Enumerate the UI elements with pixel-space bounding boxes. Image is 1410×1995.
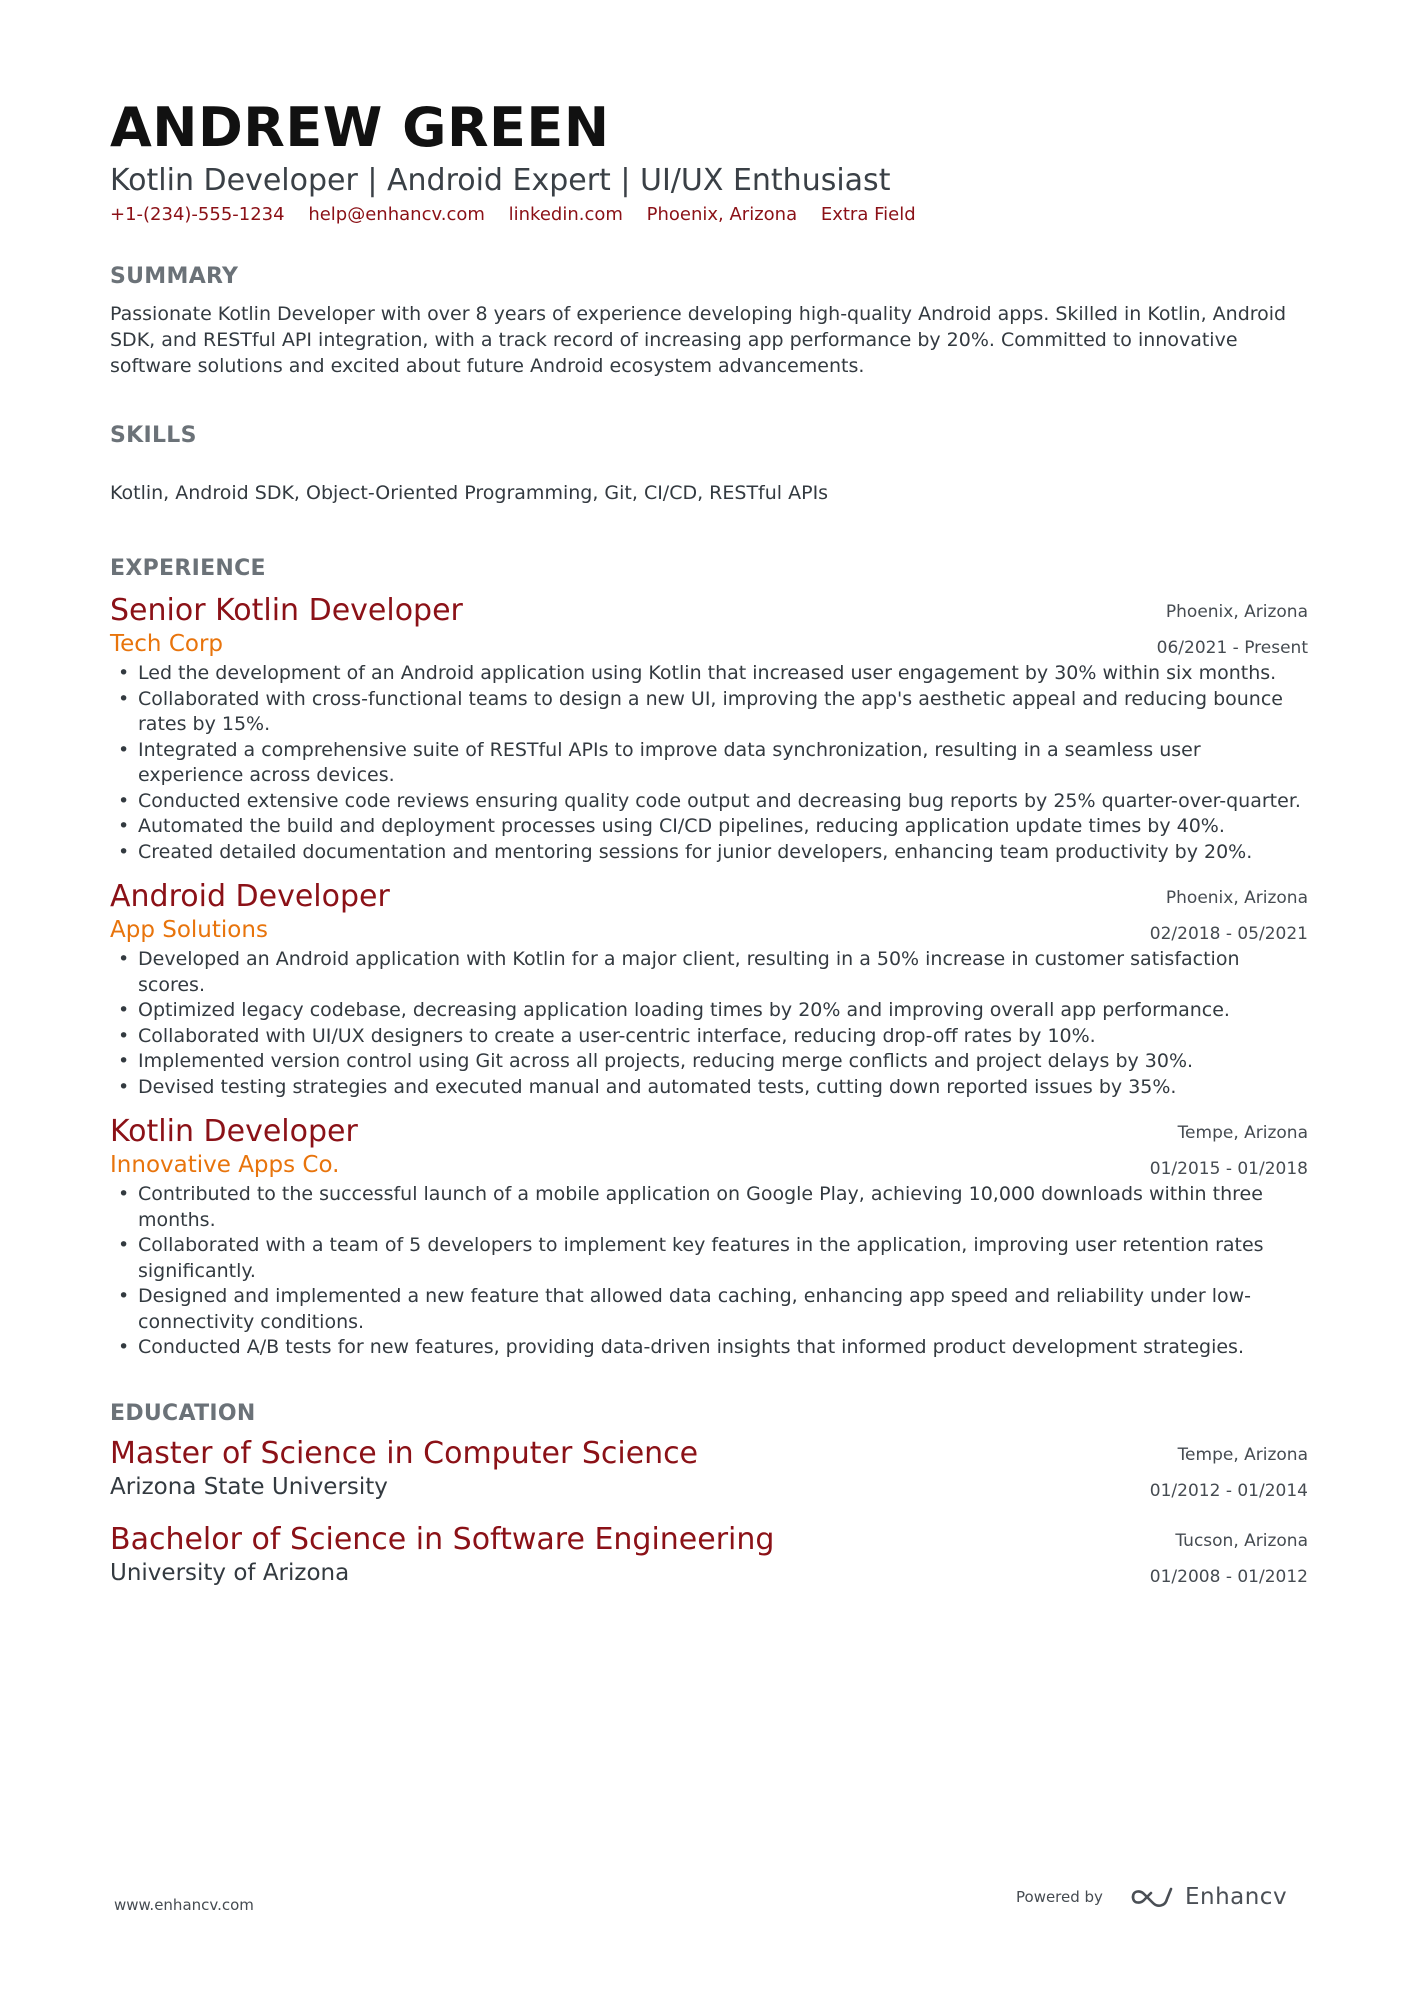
job-meta <box>1150 879 1308 945</box>
skills-text: Kotlin, Android SDK, Object-Oriented Programming, Git, CI/CD, RESTful APIs <box>110 482 829 504</box>
degree-title: Bachelor of Science in Software Engineering <box>110 1521 775 1557</box>
bullet-item: • Collaborated with cross-functional teams to design a new UI, improving the app's aesthetic appeal and reducing bounce rates by 15%. <box>110 687 1308 738</box>
bullet-item: • Optimized legacy codebase, decreasing application loading times by 20% and improving overall app performance. <box>110 998 1308 1024</box>
education-dates: 01/2008 - 01/2012 <box>1149 1566 1308 1587</box>
job-bullets <box>110 947 1308 1100</box>
education-heading: EDUCATION <box>110 1400 256 1426</box>
contact-email[interactable]: help@enhancv.com <box>308 204 485 225</box>
bullet-item: • Conducted extensive code reviews ensuring quality code output and decreasing bug reports by 25% quarter-over-quarter. <box>110 789 1308 815</box>
education-meta <box>1150 1522 1308 1588</box>
job-meta <box>1150 1114 1308 1180</box>
experience-entry <box>110 593 1308 865</box>
job-title: Kotlin Developer <box>110 1114 358 1149</box>
job-dates: 01/2015 - 01/2018 <box>1149 1159 1308 1179</box>
education-location: Tempe, Arizona <box>1177 1444 1308 1465</box>
skills-heading: SKILLS <box>110 423 197 448</box>
bullet-item: • Devised testing strategies and executed manual and automated tests, cutting down reported issues by 35%. <box>110 1075 1308 1101</box>
footer-website[interactable]: www.enhancv.com <box>114 1896 254 1914</box>
job-location: Phoenix, Arizona <box>1165 602 1308 622</box>
summary-heading: SUMMARY <box>110 264 239 289</box>
contact-linkedin[interactable]: linkedin.com <box>508 204 623 225</box>
job-bullets <box>110 661 1308 865</box>
enhancv-brand-name[interactable]: Enhancv <box>1184 1884 1288 1910</box>
school-name: University of Arizona <box>110 1559 350 1586</box>
education-dates: 01/2012 - 01/2014 <box>1149 1480 1308 1501</box>
company-name: Innovative Apps Co. <box>110 1152 340 1178</box>
company-name: App Solutions <box>110 917 268 943</box>
degree-title: Master of Science in Computer Science <box>110 1435 699 1471</box>
experience-section <box>110 556 1308 1361</box>
enhancv-logo-icon <box>1129 1885 1175 1909</box>
job-bullets <box>110 1182 1308 1361</box>
company-name: Tech Corp <box>110 631 224 657</box>
job-title: Android Developer <box>110 879 390 914</box>
education-meta <box>1150 1436 1308 1502</box>
job-dates: 02/2018 - 05/2021 <box>1149 924 1308 944</box>
experience-entry <box>110 1114 1308 1361</box>
job-location: Phoenix, Arizona <box>1165 888 1308 908</box>
contact-line <box>110 202 1308 228</box>
job-meta <box>1157 593 1308 659</box>
candidate-headline: Kotlin Developer | Android Expert | UI/UX Enthusiast <box>110 163 891 198</box>
footer-branding <box>1016 1884 1287 1910</box>
summary-section <box>110 264 1308 379</box>
education-entry <box>110 1436 1308 1502</box>
job-title: Senior Kotlin Developer <box>110 593 463 628</box>
education-section <box>110 1401 1308 1588</box>
job-location: Tempe, Arizona <box>1177 1123 1308 1143</box>
powered-by-label: Powered by <box>1016 1888 1103 1906</box>
bullet-item: • Collaborated with UI/UX designers to create a user-centric interface, reducing drop-off rates by 10%. <box>110 1024 1308 1050</box>
job-dates: 06/2021 - Present <box>1156 638 1308 658</box>
bullet-item: • Designed and implemented a new feature that allowed data caching, enhancing app speed and reliability under low-connectivity conditions. <box>110 1284 1308 1335</box>
education-entry <box>110 1522 1308 1588</box>
bullet-item: • Developed an Android application with Kotlin for a major client, resulting in a 50% increase in customer satisfaction scores. <box>110 947 1308 998</box>
skills-section <box>110 423 1308 506</box>
bullet-item: • Implemented version control using Git across all projects, reducing merge conflicts and project delays by 30%. <box>110 1049 1308 1075</box>
summary-text: Passionate Kotlin Developer with over 8 years of experience developing high-quality Android apps. Skilled in Kotlin, Android SDK, and RESTful API integration, with a track record of increasing app performance by 20%. Committed to innovative software solutions and excited about future Android ecosystem advancements. <box>110 303 1287 377</box>
bullet-item: • Led the development of an Android application using Kotlin that increased user engagement by 30% within six months. <box>110 661 1308 687</box>
bullet-item: • Created detailed documentation and mentoring sessions for junior developers, enhancing team productivity by 20%. <box>110 840 1308 866</box>
bullet-item: • Automated the build and deployment processes using CI/CD pipelines, reducing application update times by 40%. <box>110 814 1308 840</box>
experience-entry <box>110 879 1308 1100</box>
contact-phone[interactable]: +1-(234)-555-1234 <box>110 204 285 225</box>
experience-heading: EXPERIENCE <box>110 556 266 581</box>
resume-page <box>110 96 1308 1588</box>
bullet-item: • Contributed to the successful launch of a mobile application on Google Play, achieving 10,000 downloads within three months. <box>110 1182 1308 1233</box>
bullet-item: • Collaborated with a team of 5 developers to implement key features in the application, improving user retention rates significantly. <box>110 1233 1308 1284</box>
bullet-item: • Conducted A/B tests for new features, providing data-driven insights that informed product development strategies. <box>110 1335 1308 1361</box>
education-location: Tucson, Arizona <box>1175 1530 1308 1551</box>
school-name: Arizona State University <box>110 1473 388 1500</box>
candidate-name: ANDREW GREEN <box>110 96 610 159</box>
bullet-item: • Integrated a comprehensive suite of RESTful APIs to improve data synchronization, resulting in a seamless user experience across devices. <box>110 738 1308 789</box>
contact-location: Phoenix, Arizona <box>646 204 798 225</box>
contact-extra-field: Extra Field <box>820 204 916 225</box>
